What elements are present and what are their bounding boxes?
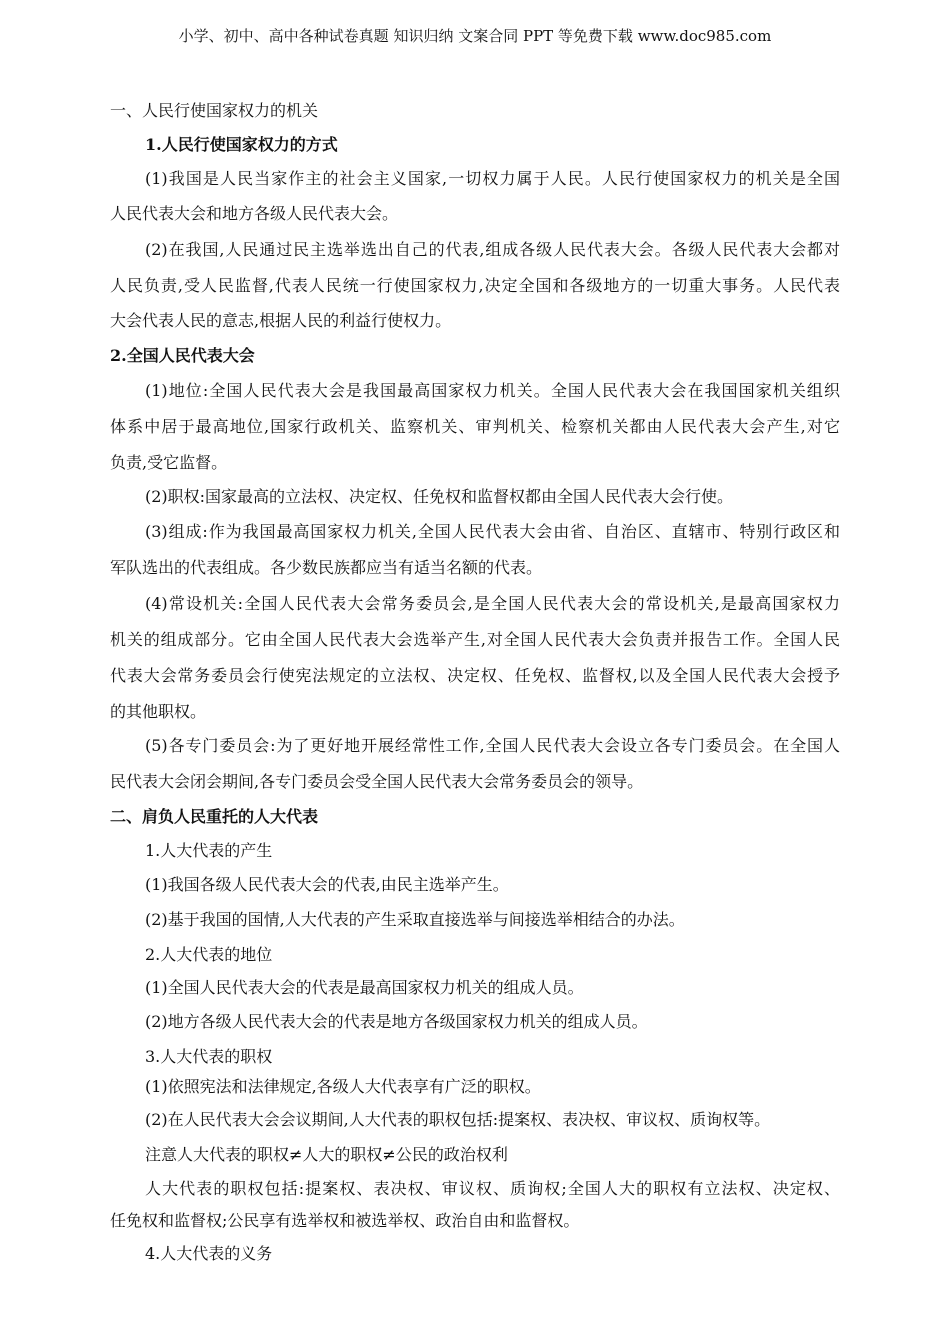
- paragraph-line: 大会代表人民的意志,根据人民的利益行使权力。: [110, 311, 452, 330]
- subsection-heading: 3.人大代表的职权: [145, 1047, 273, 1066]
- paragraph-line: (1)全国人民代表大会的代表是最高国家权力机关的组成人员。: [145, 978, 584, 997]
- paragraph-line: 军队选出的代表组成。各少数民族都应当有适当名额的代表。: [110, 558, 543, 577]
- note-line: 注意人大代表的职权≠人大的职权≠公民的政治权利: [145, 1145, 508, 1164]
- subsection-heading: 2.人大代表的地位: [145, 945, 273, 964]
- paragraph-line: (5)各专门委员会:为了更好地开展经常性工作,全国人民代表大会设立各专门委员会。在全国人: [145, 736, 840, 755]
- section-heading: 二、肩负人民重托的人大代表: [110, 807, 319, 826]
- subsection-heading: 4.人大代表的义务: [145, 1244, 273, 1263]
- paragraph-line: (1)我国是人民当家作主的社会主义国家,一切权力属于人民。人民行使国家权力的机关是全国: [145, 169, 840, 188]
- paragraph-line: (3)组成:作为我国最高国家权力机关,全国人民代表大会由省、自治区、直辖市、特别行政区和: [145, 522, 840, 541]
- paragraph-line: (1)地位:全国人民代表大会是我国最高国家权力机关。全国人民代表大会在我国国家机关组织: [145, 381, 840, 400]
- paragraph-line: (2)职权:国家最高的立法权、决定权、任免权和监督权都由全国人民代表大会行使。: [145, 487, 734, 506]
- subsection-heading: 1.人大代表的产生: [145, 841, 273, 860]
- paragraph-line: 机关的组成部分。它由全国人民代表大会选举产生,对全国人民代表大会负责并报告工作。全国人民: [110, 630, 840, 649]
- paragraph-line: 民代表大会闭会期间,各专门委员会受全国人民代表大会常务委员会的领导。: [110, 772, 644, 791]
- paragraph-line: 人大代表的职权包括:提案权、表决权、审议权、质询权;全国人大的职权有立法权、决定权、: [145, 1179, 840, 1198]
- paragraph-line: 体系中居于最高地位,国家行政机关、监察机关、审判机关、检察机关都由人民代表大会产生,对它: [110, 417, 840, 436]
- paragraph-line: (1)依照宪法和法律规定,各级人大代表享有广泛的职权。: [145, 1077, 541, 1096]
- paragraph-line: (4)常设机关:全国人民代表大会常务委员会,是全国人民代表大会的常设机关,是最高国家权力: [145, 594, 840, 613]
- paragraph-line: (2)地方各级人民代表大会的代表是地方各级国家权力机关的组成人员。: [145, 1012, 648, 1031]
- paragraph-line: 代表大会常务委员会行使宪法规定的立法权、决定权、任免权、监督权,以及全国人民代表大会授予: [110, 666, 840, 685]
- paragraph-line: 人民代表大会和地方各级人民代表大会。: [110, 204, 399, 223]
- paragraph-line: (2)在我国,人民通过民主选举选出自己的代表,组成各级人民代表大会。各级人民代表大会都对: [145, 240, 840, 259]
- paragraph-line: 负责,受它监督。: [110, 453, 228, 472]
- subsection-heading: 2.全国人民代表大会: [110, 346, 255, 365]
- subsection-heading: 1.人民行使国家权力的方式: [145, 135, 338, 154]
- paragraph-line: 的其他职权。: [110, 702, 207, 721]
- paragraph-line: 任免权和监督权;公民享有选举权和被选举权、政治自由和监督权。: [110, 1211, 580, 1230]
- paragraph-line: (1)我国各级人民代表大会的代表,由民主选举产生。: [145, 875, 509, 894]
- page-header: 小学、初中、高中各种试卷真题 知识归纳 文案合同 PPT 等免费下载 www.doc985.com: [178, 27, 772, 45]
- paragraph-line: (2)基于我国的国情,人大代表的产生采取直接选举与间接选举相结合的办法。: [145, 910, 685, 929]
- section-heading: 一、人民行使国家权力的机关: [110, 101, 319, 120]
- paragraph-line: 人民负责,受人民监督,代表人民统一行使国家权力,决定全国和各级地方的一切重大事务。人民代表: [110, 276, 840, 295]
- paragraph-line: (2)在人民代表大会会议期间,人大代表的职权包括:提案权、表决权、审议权、质询权等。: [145, 1110, 771, 1129]
